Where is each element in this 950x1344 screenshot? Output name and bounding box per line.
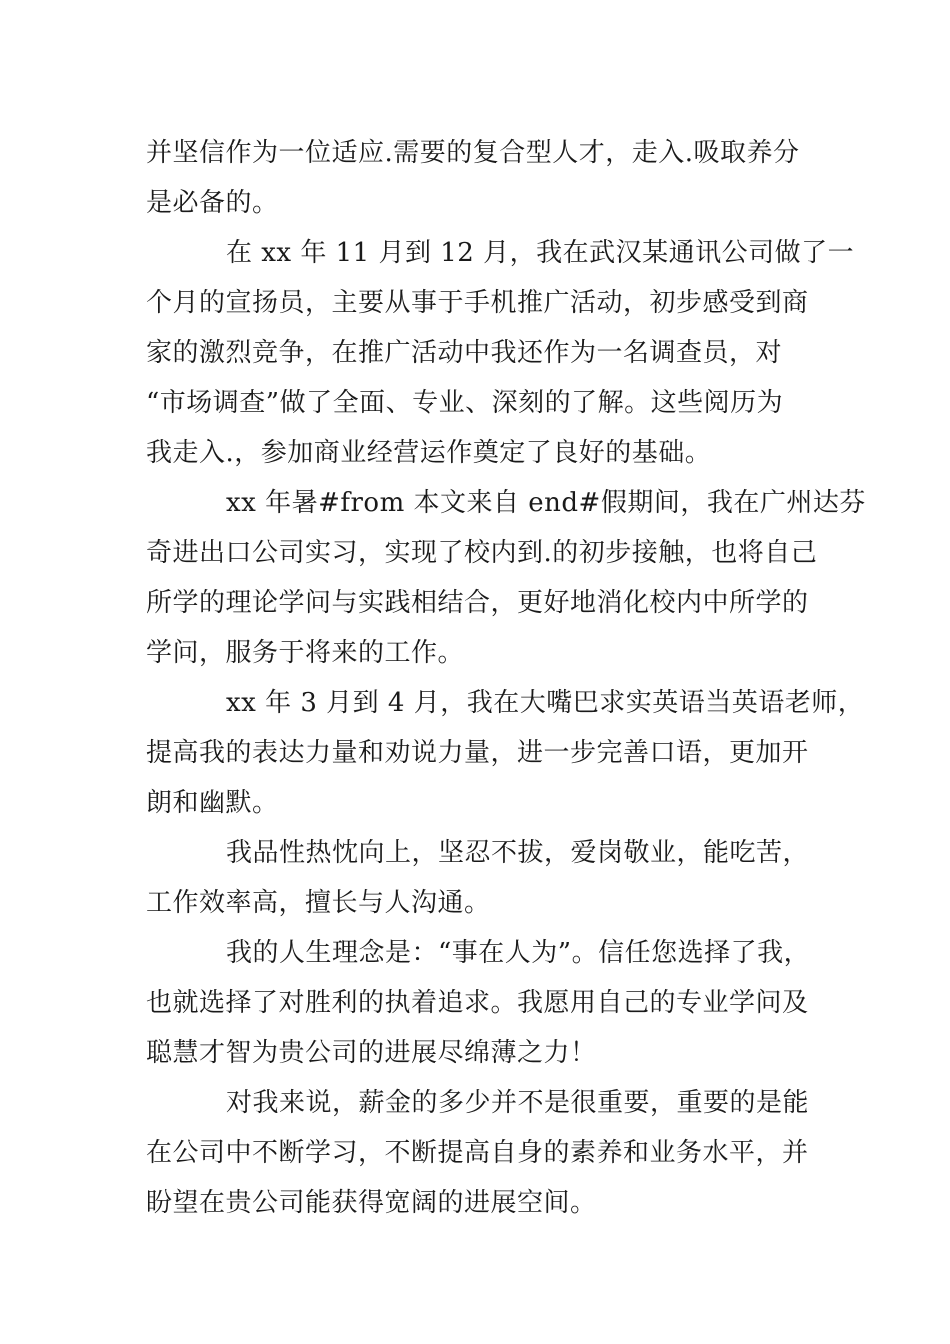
paragraph-line: 在 xx 年 11 月到 12 月，我在武汉某通讯公司做了一 (226, 238, 855, 268)
paragraph-line: 工作效率高，擅长与人沟通。 (146, 888, 491, 918)
paragraph-line: 对我来说，薪金的多少并不是很重要，重要的是能 (226, 1088, 810, 1118)
paragraph-line: 所学的理论学问与实践相结合，更好地消化校内中所学的 (146, 588, 809, 618)
paragraph-line: 我品性热忱向上，坚忍不拔，爱岗敬业，能吃苦， (226, 838, 810, 868)
paragraph-7 (146, 1078, 810, 1228)
paragraph-line: 是必备的。 (146, 188, 279, 218)
paragraph-line: 家的激烈竞争，在推广活动中我还作为一名调查员，对 (146, 338, 783, 368)
paragraph-5 (146, 828, 810, 928)
paragraph-line: 朗和幽默。 (146, 788, 279, 818)
paragraph-line: 在公司中不断学习，不断提高自身的素养和业务水平，并 (146, 1138, 809, 1168)
paragraph-2 (146, 228, 855, 478)
paragraph-1 (146, 128, 806, 228)
paragraph-line: 提高我的表达力量和劝说力量，进一步完善口语，更加开 (146, 738, 809, 768)
paragraph-line: xx 年暑#from 本文来自 end#假期间，我在广州达芬 (226, 488, 866, 518)
paragraph-line: 盼望在贵公司能获得宽阔的进展空间。 (146, 1188, 597, 1218)
paragraph-line: xx 年 3 月到 4 月，我在大嘴巴求实英语当英语老师， (226, 688, 865, 718)
paragraph-line: 个月的宣扬员，主要从事于手机推广活动，初步感受到商 (146, 288, 809, 318)
document-body (146, 128, 866, 1228)
paragraph-line: 并坚信作为一位适应.需要的复合型人才，走入.吸取养分 (146, 138, 800, 168)
paragraph-line: 我的人生理念是：“事在人为”。信任您选择了我， (226, 938, 811, 968)
paragraph-4 (146, 678, 865, 828)
paragraph-line: 我走入.，参加商业经营运作奠定了良好的基础。 (146, 438, 712, 468)
paragraph-line: 聪慧才智为贵公司的进展尽绵薄之力！ (146, 1038, 597, 1068)
paragraph-line: 学问，服务于将来的工作。 (146, 638, 465, 668)
paragraph-line: 奇进出口公司实习，实现了校内到.的初步接触，也将自己 (146, 538, 818, 568)
paragraph-line: 也就选择了对胜利的执着追求。我愿用自己的专业学问及 (146, 988, 809, 1018)
paragraph-3 (146, 478, 866, 678)
paragraph-6 (146, 928, 811, 1078)
paragraph-line: “市场调查”做了全面、专业、深刻的了解。这些阅历为 (146, 388, 784, 418)
